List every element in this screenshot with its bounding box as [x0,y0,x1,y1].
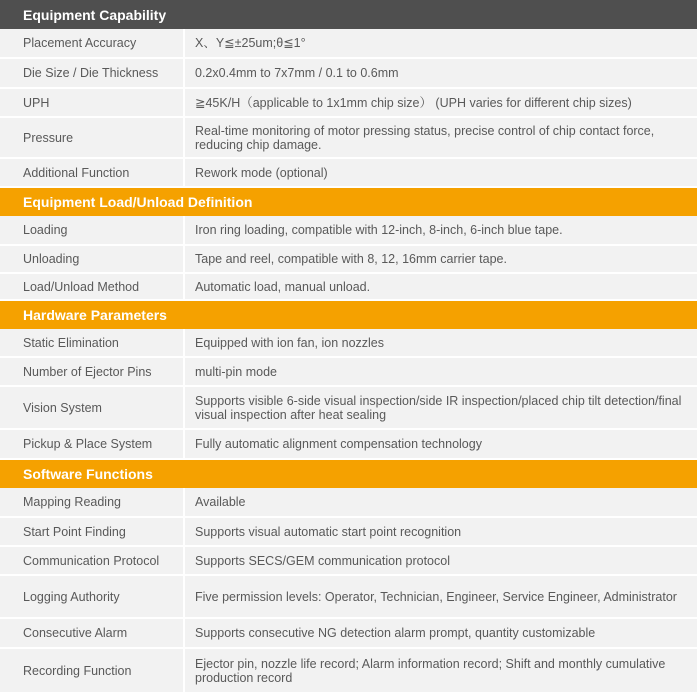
row-value: X、Y≦±25um;θ≦1° [195,36,306,50]
spec-row-placement-accuracy [0,29,697,59]
spec-row-ejector-pins [0,358,697,387]
row-value: 0.2x0.4mm to 7x7mm / 0.1 to 0.6mm [195,66,399,80]
section-title: Hardware Parameters [23,307,167,323]
row-label: Vision System [0,387,185,428]
spec-row-additional-function [0,159,697,188]
row-value: Rework mode (optional) [195,165,328,180]
row-label: Placement Accuracy [0,29,185,57]
row-value: Supports visual automatic start point recognition [195,524,462,539]
spec-row-consecutive-alarm [0,619,697,649]
row-value: Ejector pin, nozzle life record; Alarm information record; Shift and monthly cumulative production record [195,656,666,685]
row-label: Start Point Finding [0,518,185,545]
row-label: UPH [0,89,185,116]
section-header-equipment-capability [0,0,697,29]
row-value: Supports visible 6-side visual inspection/side IR inspection/placed chip tilt detection/final visual inspection after heat sealing [195,393,682,422]
spec-row-mapping-reading [0,488,697,518]
spec-row-static-elimination [0,329,697,358]
section-header-load-unload [0,188,697,216]
row-value: Tape and reel, compatible with 8, 12, 16mm carrier tape. [195,252,507,266]
row-label: Mapping Reading [0,488,185,516]
row-label: Load/Unload Method [0,274,185,299]
row-label: Unloading [0,246,185,272]
spec-row-loading [0,216,697,246]
section-title: Equipment Load/Unload Definition [23,194,253,210]
row-value: Five permission levels: Operator, Technician, Engineer, Service Engineer, Administrator [195,589,677,604]
row-label: Logging Authority [0,576,185,617]
row-label: Loading [0,216,185,244]
section-title: Software Functions [23,466,153,482]
spec-row-vision-system [0,387,697,430]
row-label: Static Elimination [0,329,185,356]
section-header-hardware-parameters [0,301,697,329]
spec-row-communication-protocol [0,547,697,576]
row-label: Additional Function [0,159,185,186]
spec-row-die-size [0,59,697,89]
row-value: Supports consecutive NG detection alarm prompt, quantity customizable [195,626,596,640]
row-label: Communication Protocol [0,547,185,574]
spec-row-pickup-place [0,430,697,460]
spec-row-uph [0,89,697,118]
section-header-software-functions [0,460,697,488]
row-label: Die Size / Die Thickness [0,59,185,87]
row-value: Available [195,495,246,509]
spec-row-load-unload-method [0,274,697,301]
row-value: multi-pin mode [195,364,277,379]
row-value: Iron ring loading, compatible with 12-inch, 8-inch, 6-inch blue tape. [195,223,563,237]
row-value: Supports SECS/GEM communication protocol [195,553,450,568]
spec-row-logging-authority [0,576,697,619]
section-title: Equipment Capability [23,6,167,23]
row-value: Real-time monitoring of motor pressing status, precise control of chip contact force, reducing chip damage. [195,123,655,152]
row-label: Pickup & Place System [0,430,185,458]
spec-row-start-point [0,518,697,547]
spec-row-recording-function [0,649,697,692]
row-label: Consecutive Alarm [0,619,185,647]
spec-row-pressure [0,118,697,159]
row-value: Equipped with ion fan, ion nozzles [195,335,385,350]
spec-row-unloading [0,246,697,274]
row-value: ≧45K/H（applicable to 1x1mm chip size） (UPH varies for different chip sizes) [195,95,632,110]
row-label: Pressure [0,118,185,157]
row-label: Recording Function [0,649,185,692]
row-label: Number of Ejector Pins [0,358,185,385]
row-value: Fully automatic alignment compensation technology [195,437,482,451]
row-value: Automatic load, manual unload. [195,279,371,294]
